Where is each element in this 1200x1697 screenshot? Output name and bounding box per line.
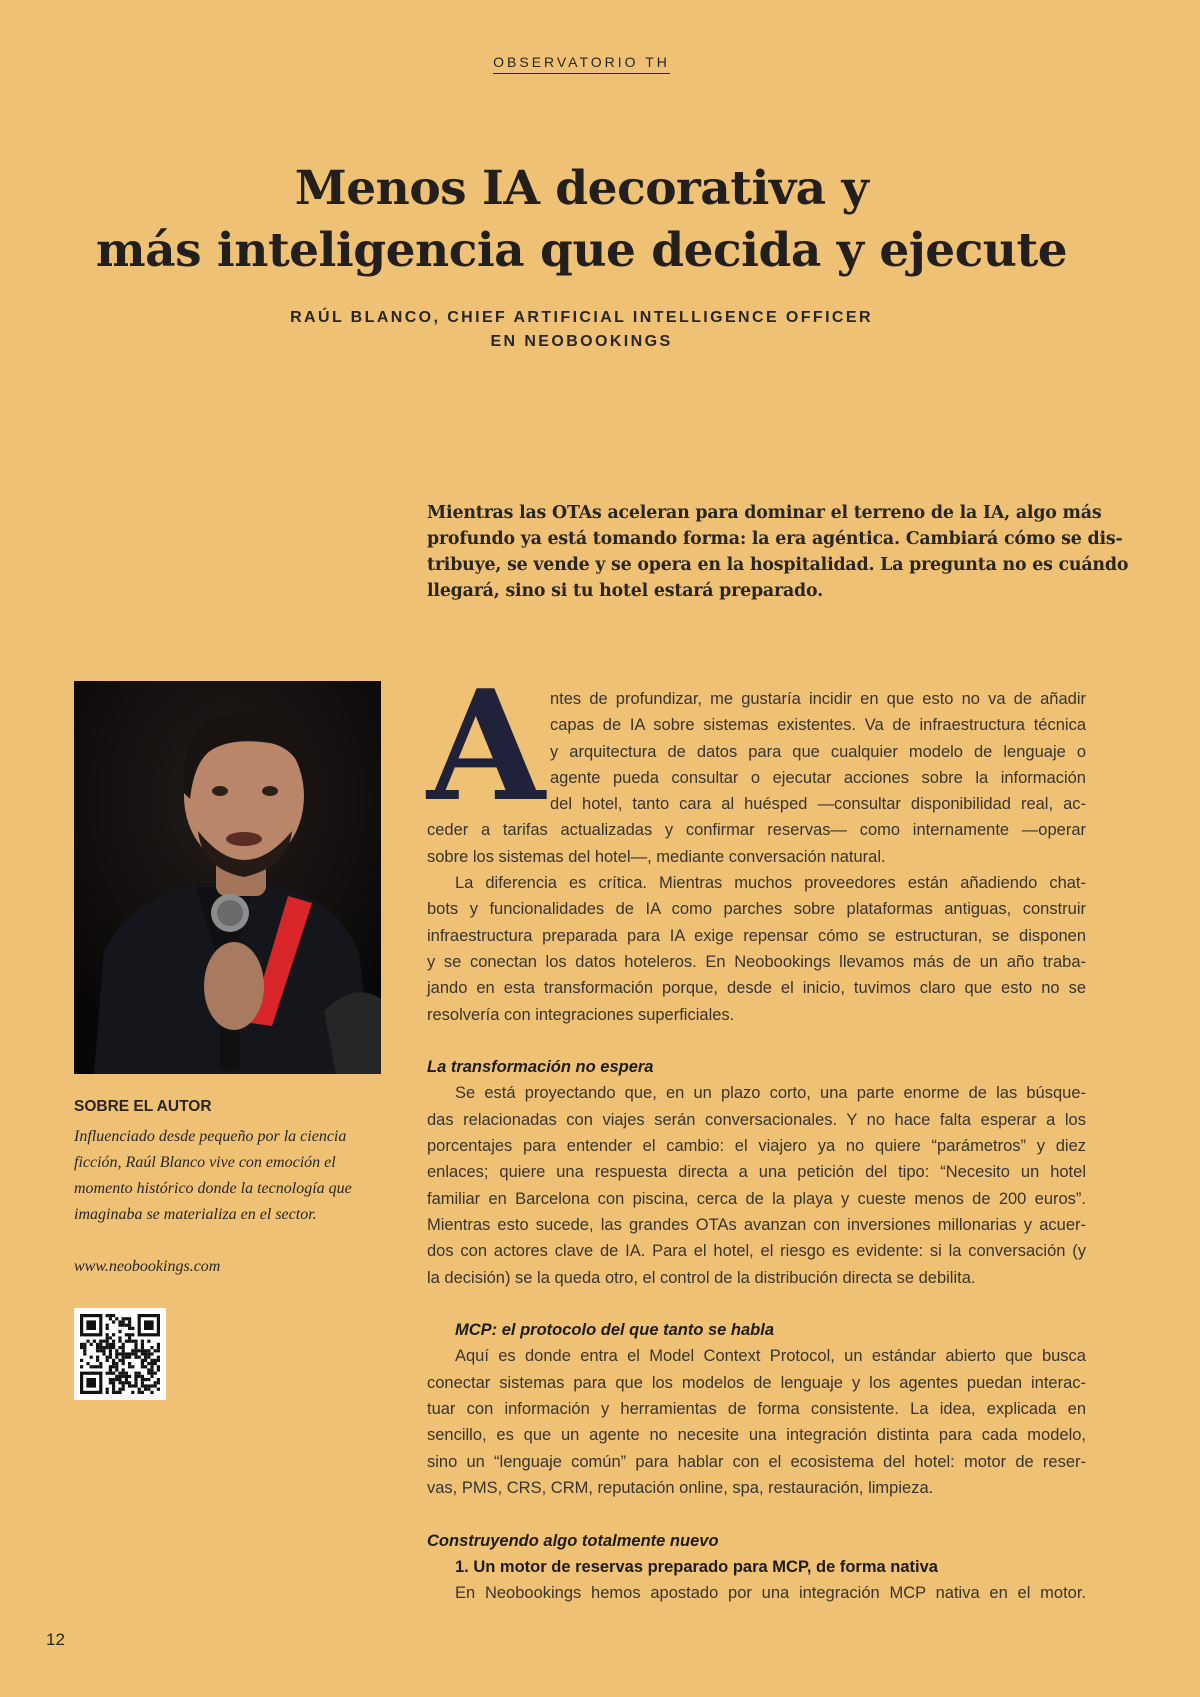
- qr-code[interactable]: [74, 1308, 166, 1400]
- body-line: jando en esta transformación porque, desde el inicio, tuvimos claro que esto no se: [427, 979, 1086, 998]
- lead-line: llegará, sino si tu hotel estará preparado.: [427, 581, 823, 601]
- paragraph: [427, 1080, 1086, 1290]
- body-line: Aquí es donde entra el Model Context Protocol, un estándar abierto que busca: [455, 1347, 1086, 1366]
- article-title: [0, 158, 1163, 282]
- author-photo-illustration: [74, 681, 381, 1074]
- bio-line: ficción, Raúl Blanco vive con emoción el: [74, 1154, 336, 1171]
- body-line: agente pueda consultar o ejecutar acciones sobre la información: [550, 768, 1086, 787]
- body-line: dos con actores clave de IA. Para el hotel, el riesgo es evidente: si la conversación (y: [427, 1242, 1086, 1261]
- body-line: y arquitectura de datos para que cualquier modelo de lenguaje o: [550, 742, 1086, 761]
- author-byline: [0, 306, 1163, 354]
- body-line: capas de IA sobre sistemas existentes. Va de infraestructura técnica: [550, 716, 1086, 735]
- body-line: Se está proyectando que, en un plazo corto, una parte enorme de las búsque-: [455, 1084, 1086, 1103]
- body-line: sobre los sistemas del hotel—, mediante conversación natural.: [427, 847, 886, 866]
- body-line: tuar con información y herramientas de forma consistente. La idea, explicada en: [427, 1400, 1086, 1419]
- section-heading: Construyendo algo totalmente nuevo: [427, 1531, 719, 1550]
- body-line: resolvería con integraciones superficiales.: [427, 1005, 735, 1024]
- article-body: [427, 656, 1086, 1606]
- section-label: OBSERVATORIO TH: [0, 54, 1163, 70]
- body-line: bots y funcionalidades de IA como parches sobre plataformas antiguas, construir: [427, 900, 1086, 919]
- body-line: enlaces; quiere una respuesta directa a una petición del tipo: “Necesito un hotel: [427, 1163, 1086, 1182]
- page-number: 12: [46, 1630, 65, 1649]
- body-line: das relacionadas con viajes serán conversacionales. Y no hace falta esperar a los: [427, 1110, 1086, 1129]
- body-line: del hotel, tanto cara al huésped —consultar disponibilidad real, ac-: [550, 795, 1086, 814]
- body-line: familiar en Barcelona con piscina, cerca de la playa y cueste menos de 200 euros”.: [427, 1189, 1086, 1208]
- author-bio: [74, 1124, 394, 1228]
- title-line: Menos IA decorativa y: [294, 161, 869, 216]
- body-line: y se conectan los datos hoteleros. En Neobookings llevamos más de un año traba-: [427, 952, 1086, 971]
- paragraph: [427, 1343, 1086, 1501]
- drop-cap: A: [427, 656, 545, 835]
- author-website-link[interactable]: www.neobookings.com: [74, 1258, 221, 1275]
- body-line: La diferencia es crítica. Mientras muchos proveedores están añadiendo chat-: [455, 874, 1086, 893]
- body-line: ceder a tarifas actualizadas y confirmar reservas— como internamente —operar: [427, 821, 1086, 840]
- title-line: más inteligencia que decida y ejecute: [95, 223, 1068, 278]
- body-line: porcentajes para entender el cambio: el viajero ya no quiere “parámetros” y diez: [427, 1137, 1086, 1156]
- body-line: la decisión) se la queda otro, el control de la distribución directa se debilita.: [427, 1268, 976, 1287]
- section-heading: La transformación no espera: [427, 1058, 654, 1077]
- lead-line: tribuye, se vende y se opera en la hospitalidad. La pregunta no es cuándo: [427, 555, 1129, 575]
- bio-line: momento histórico donde la tecnología que: [74, 1180, 352, 1197]
- paragraph: [427, 870, 1086, 1028]
- byline-line: EN NEOBOOKINGS: [490, 333, 673, 350]
- body-line: vas, PMS, CRS, CRM, reputación online, spa, restauración, limpieza.: [427, 1478, 934, 1497]
- lead-line: profundo ya está tomando forma: la era agéntica. Cambiará cómo se dis-: [427, 529, 1123, 549]
- body-line: infraestructura preparada para IA exige repensar cómo se estructuran, se disponen: [427, 926, 1086, 945]
- bio-line: imaginaba se materializa en el sector.: [74, 1206, 317, 1223]
- body-line: sencillo, es que un agente no necesite una integración distinta para cada modelo,: [427, 1426, 1086, 1445]
- body-line: En Neobookings hemos apostado por una integración MCP nativa en el motor.: [455, 1584, 1086, 1603]
- lead-line: Mientras las OTAs aceleran para dominar el terreno de la IA, algo más: [427, 503, 1102, 523]
- body-line: conectar sistemas para que los modelos de lenguaje y los agentes puedan interac-: [427, 1373, 1086, 1392]
- section-heading: MCP: el protocolo del que tanto se habla: [455, 1321, 775, 1340]
- body-line: ntes de profundizar, me gustaría incidir en que esto no va de añadir: [550, 690, 1086, 708]
- subsection-heading: 1. Un motor de reservas preparado para MCP, de forma nativa: [455, 1557, 938, 1576]
- body-line: sino un “lenguaje común” para hablar con el ecosistema del hotel: motor de reser-: [427, 1452, 1086, 1471]
- author-heading: SOBRE EL AUTOR: [74, 1098, 212, 1115]
- byline-line: RAÚL BLANCO, CHIEF ARTIFICIAL INTELLIGENCE OFFICER: [290, 309, 873, 326]
- lead-paragraph: [427, 500, 1129, 604]
- qr-code-graphic: [74, 1308, 166, 1400]
- body-line: Mientras esto sucede, las grandes OTAs avanzan con inversiones millonarias y acuer-: [427, 1215, 1086, 1234]
- author-box: [74, 1098, 394, 1280]
- intro-paragraph: [427, 656, 1086, 870]
- author-photo: [74, 681, 381, 1074]
- bio-line: Influenciado desde pequeño por la ciencia: [74, 1128, 347, 1145]
- paragraph: [427, 1580, 1086, 1606]
